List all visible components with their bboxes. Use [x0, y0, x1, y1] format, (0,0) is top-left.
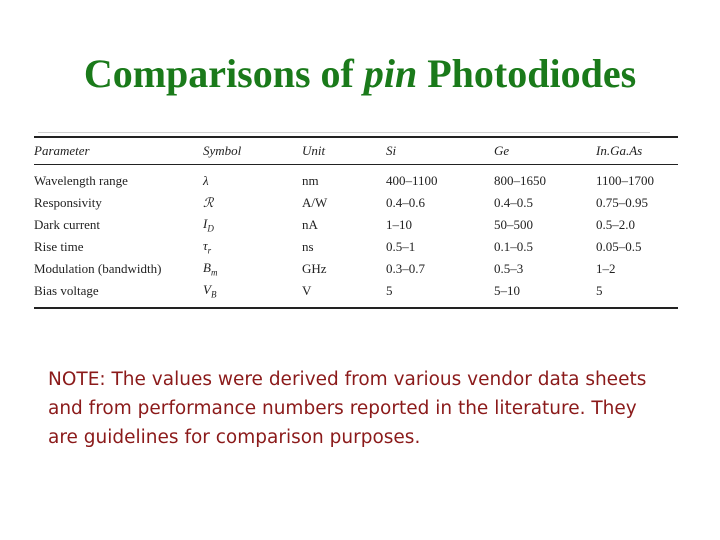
cell-unit: A/W — [302, 195, 328, 210]
table-row — [34, 280, 678, 308]
cell-si: 5 — [386, 283, 393, 298]
table-row — [34, 192, 678, 214]
header-symbol: Symbol — [203, 143, 242, 158]
cell-parameter: Responsivity — [34, 195, 102, 210]
cell-symbol: ℛ — [203, 195, 214, 210]
cell-ge: 5–10 — [494, 283, 520, 298]
header-ge: Ge — [494, 143, 510, 158]
cell-symbol: $V_B$ — [203, 282, 217, 300]
cell-ingaas: 1–2 — [596, 261, 616, 276]
table-top-rule — [38, 132, 650, 133]
note-text: NOTE: The values were derived from various vendor data sheets and from performance numbers reported in the literature. They are guidelines for comparison purposes. — [48, 369, 647, 448]
cell-si: 1–10 — [386, 217, 412, 232]
cell-si: 0.4–0.6 — [386, 195, 425, 210]
cell-ge: 0.4–0.5 — [494, 195, 533, 210]
page-title — [0, 50, 720, 97]
cell-parameter: Bias voltage — [34, 283, 99, 298]
symbol-subscript: r — [207, 245, 212, 256]
header-unit: Unit — [302, 143, 326, 158]
cell-si: 0.5–1 — [386, 239, 416, 254]
title-main: Comparisons of — [83, 51, 364, 96]
symbol-subscript: m — [210, 267, 218, 278]
symbol-subscript: B — [210, 289, 217, 300]
cell-unit: GHz — [302, 261, 327, 276]
table-row — [34, 214, 678, 236]
cell-ingaas: 0.75–0.95 — [596, 195, 648, 210]
cell-si: 0.3–0.7 — [386, 261, 425, 276]
cell-ge: 800–1650 — [494, 173, 546, 188]
cell-ge: 50–500 — [494, 217, 533, 232]
table-row — [34, 258, 678, 280]
cell-symbol: λ — [203, 173, 209, 188]
symbol-subscript: D — [207, 223, 214, 234]
comparison-table — [34, 136, 678, 309]
cell-ingaas: 0.5–2.0 — [596, 217, 635, 232]
title-tail: Photodiodes — [417, 51, 637, 96]
cell-ingaas: 5 — [596, 283, 603, 298]
cell-symbol: $\tau_r$ — [203, 238, 212, 256]
cell-symbol: $I_D$ — [203, 216, 214, 234]
header-parameter: Parameter — [34, 143, 90, 158]
header-ingaas: In.Ga.As — [596, 143, 643, 158]
header-si: Si — [386, 143, 397, 158]
cell-ingaas: 1100–1700 — [596, 173, 655, 188]
cell-symbol: $B_m$ — [203, 260, 218, 278]
cell-unit: ns — [302, 239, 314, 254]
cell-parameter: Dark current — [34, 217, 101, 232]
cell-parameter: Modulation (bandwidth) — [34, 261, 162, 276]
cell-unit: nm — [302, 173, 319, 188]
cell-unit: V — [302, 283, 312, 298]
cell-unit: nA — [302, 217, 318, 232]
table-header-row — [34, 137, 678, 165]
cell-ge: 0.1–0.5 — [494, 239, 533, 254]
cell-ge: 0.5–3 — [494, 261, 524, 276]
cell-si: 400–1100 — [386, 173, 438, 188]
title-italic: pin — [363, 51, 418, 96]
cell-ingaas: 0.05–0.5 — [596, 239, 642, 254]
cell-parameter: Rise time — [34, 239, 84, 254]
table-row — [34, 165, 678, 193]
cell-parameter: Wavelength range — [34, 173, 128, 188]
table-row — [34, 236, 678, 258]
